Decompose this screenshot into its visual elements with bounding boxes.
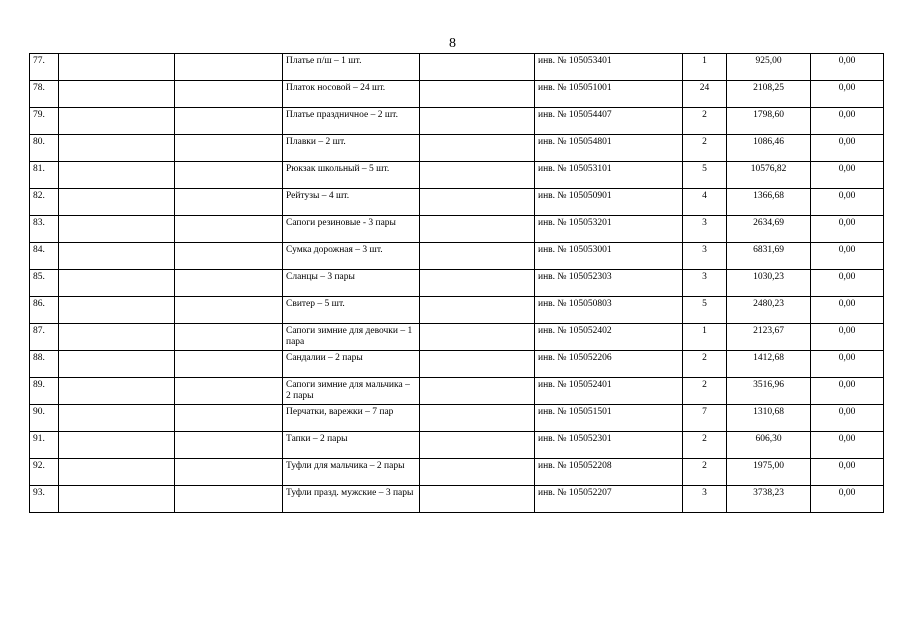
empty-cell: [420, 297, 535, 324]
row-number: 83.: [30, 216, 59, 243]
empty-cell: [59, 243, 175, 270]
inventory-number: инв. № 105053101: [535, 162, 683, 189]
residual-value: 0,00: [811, 54, 884, 81]
residual-value: 0,00: [811, 81, 884, 108]
residual-value: 0,00: [811, 270, 884, 297]
quantity: 5: [683, 297, 727, 324]
empty-cell: [420, 432, 535, 459]
item-name: Плавки – 2 шт.: [283, 135, 420, 162]
residual-value: 0,00: [811, 405, 884, 432]
residual-value: 0,00: [811, 243, 884, 270]
inventory-number: инв. № 105052402: [535, 324, 683, 351]
table-row: [30, 189, 884, 216]
item-name: Сапоги резиновые - 3 пары: [283, 216, 420, 243]
empty-cell: [175, 405, 283, 432]
empty-cell: [420, 54, 535, 81]
inventory-number: инв. № 105053401: [535, 54, 683, 81]
empty-cell: [59, 189, 175, 216]
row-number: 93.: [30, 486, 59, 513]
item-name: Сланцы – 3 пары: [283, 270, 420, 297]
page-number: 8: [449, 36, 456, 51]
empty-cell: [175, 189, 283, 216]
amount: 6831,69: [727, 243, 811, 270]
residual-value: 0,00: [811, 486, 884, 513]
table-row: [30, 54, 884, 81]
item-name: Туфли празд. мужские – 3 пары: [283, 486, 420, 513]
empty-cell: [420, 108, 535, 135]
residual-value: 0,00: [811, 216, 884, 243]
residual-value: 0,00: [811, 351, 884, 378]
quantity: 2: [683, 459, 727, 486]
item-name: Рейтузы – 4 шт.: [283, 189, 420, 216]
inventory-number: инв. № 105052301: [535, 432, 683, 459]
inventory-number: инв. № 105050803: [535, 297, 683, 324]
empty-cell: [420, 351, 535, 378]
item-name: Сумка дорожная – 3 шт.: [283, 243, 420, 270]
empty-cell: [175, 351, 283, 378]
empty-cell: [175, 135, 283, 162]
item-name: Свитер – 5 шт.: [283, 297, 420, 324]
residual-value: 0,00: [811, 189, 884, 216]
table-row: [30, 108, 884, 135]
row-number: 85.: [30, 270, 59, 297]
empty-cell: [420, 459, 535, 486]
inventory-number: инв. № 105053201: [535, 216, 683, 243]
item-name: Рюкзак школьный – 5 шт.: [283, 162, 420, 189]
quantity: 4: [683, 189, 727, 216]
empty-cell: [59, 135, 175, 162]
amount: 3516,96: [727, 378, 811, 405]
empty-cell: [420, 486, 535, 513]
row-number: 91.: [30, 432, 59, 459]
empty-cell: [175, 243, 283, 270]
row-number: 92.: [30, 459, 59, 486]
quantity: 24: [683, 81, 727, 108]
inventory-table: [29, 53, 884, 513]
empty-cell: [420, 243, 535, 270]
empty-cell: [59, 81, 175, 108]
table-row: [30, 81, 884, 108]
empty-cell: [420, 405, 535, 432]
empty-cell: [59, 324, 175, 351]
table-row: [30, 432, 884, 459]
quantity: 3: [683, 486, 727, 513]
empty-cell: [175, 459, 283, 486]
quantity: 2: [683, 351, 727, 378]
table-row: [30, 351, 884, 378]
row-number: 84.: [30, 243, 59, 270]
item-name: Сандалии – 2 пары: [283, 351, 420, 378]
quantity: 5: [683, 162, 727, 189]
empty-cell: [175, 378, 283, 405]
table-row: [30, 405, 884, 432]
amount: 2108,25: [727, 81, 811, 108]
inventory-number: инв. № 105051501: [535, 405, 683, 432]
quantity: 3: [683, 243, 727, 270]
row-number: 81.: [30, 162, 59, 189]
row-number: 88.: [30, 351, 59, 378]
amount: 1975,00: [727, 459, 811, 486]
inventory-number: инв. № 105053001: [535, 243, 683, 270]
inventory-number: инв. № 105052207: [535, 486, 683, 513]
table-row: [30, 486, 884, 513]
item-name: Платье п/ш – 1 шт.: [283, 54, 420, 81]
empty-cell: [175, 297, 283, 324]
amount: 2480,23: [727, 297, 811, 324]
empty-cell: [175, 270, 283, 297]
quantity: 2: [683, 135, 727, 162]
residual-value: 0,00: [811, 297, 884, 324]
item-name: Сапоги зимние для мальчика – 2 пары: [283, 378, 420, 405]
empty-cell: [420, 324, 535, 351]
empty-cell: [420, 81, 535, 108]
inventory-number: инв. № 105054407: [535, 108, 683, 135]
empty-cell: [59, 351, 175, 378]
quantity: 1: [683, 324, 727, 351]
empty-cell: [59, 162, 175, 189]
empty-cell: [59, 486, 175, 513]
amount: 925,00: [727, 54, 811, 81]
amount: 1412,68: [727, 351, 811, 378]
empty-cell: [59, 54, 175, 81]
residual-value: 0,00: [811, 378, 884, 405]
empty-cell: [59, 378, 175, 405]
empty-cell: [420, 162, 535, 189]
empty-cell: [175, 81, 283, 108]
residual-value: 0,00: [811, 459, 884, 486]
inventory-number: инв. № 105054801: [535, 135, 683, 162]
empty-cell: [59, 459, 175, 486]
amount: 1366,68: [727, 189, 811, 216]
row-number: 90.: [30, 405, 59, 432]
amount: 10576,82: [727, 162, 811, 189]
row-number: 80.: [30, 135, 59, 162]
residual-value: 0,00: [811, 162, 884, 189]
quantity: 3: [683, 270, 727, 297]
empty-cell: [59, 432, 175, 459]
amount: 1310,68: [727, 405, 811, 432]
table-row: [30, 324, 884, 351]
table-row: [30, 378, 884, 405]
empty-cell: [420, 216, 535, 243]
quantity: 2: [683, 378, 727, 405]
inventory-number: инв. № 105051001: [535, 81, 683, 108]
residual-value: 0,00: [811, 135, 884, 162]
inventory-number: инв. № 105050901: [535, 189, 683, 216]
item-name: Платок носовой – 24 шт.: [283, 81, 420, 108]
empty-cell: [420, 270, 535, 297]
empty-cell: [175, 432, 283, 459]
empty-cell: [420, 378, 535, 405]
table-row: [30, 162, 884, 189]
item-name: Платье праздничное – 2 шт.: [283, 108, 420, 135]
item-name: Туфли для мальчика – 2 пары: [283, 459, 420, 486]
quantity: 1: [683, 54, 727, 81]
empty-cell: [175, 216, 283, 243]
empty-cell: [59, 405, 175, 432]
amount: 606,30: [727, 432, 811, 459]
quantity: 2: [683, 108, 727, 135]
table-row: [30, 270, 884, 297]
amount: 1798,60: [727, 108, 811, 135]
amount: 1086,46: [727, 135, 811, 162]
item-name: Тапки – 2 пары: [283, 432, 420, 459]
amount: 3738,23: [727, 486, 811, 513]
inventory-number: инв. № 105052401: [535, 378, 683, 405]
row-number: 89.: [30, 378, 59, 405]
amount: 2123,67: [727, 324, 811, 351]
table-row: [30, 297, 884, 324]
table-row: [30, 459, 884, 486]
empty-cell: [420, 189, 535, 216]
row-number: 77.: [30, 54, 59, 81]
quantity: 7: [683, 405, 727, 432]
row-number: 78.: [30, 81, 59, 108]
quantity: 3: [683, 216, 727, 243]
empty-cell: [59, 216, 175, 243]
residual-value: 0,00: [811, 324, 884, 351]
amount: 2634,69: [727, 216, 811, 243]
empty-cell: [175, 54, 283, 81]
inventory-number: инв. № 105052303: [535, 270, 683, 297]
empty-cell: [175, 486, 283, 513]
item-name: Перчатки, варежки – 7 пар: [283, 405, 420, 432]
inventory-number: инв. № 105052206: [535, 351, 683, 378]
row-number: 82.: [30, 189, 59, 216]
quantity: 2: [683, 432, 727, 459]
empty-cell: [59, 297, 175, 324]
empty-cell: [420, 135, 535, 162]
empty-cell: [175, 162, 283, 189]
row-number: 86.: [30, 297, 59, 324]
amount: 1030,23: [727, 270, 811, 297]
table-row: [30, 243, 884, 270]
table-row: [30, 135, 884, 162]
empty-cell: [59, 108, 175, 135]
row-number: 87.: [30, 324, 59, 351]
empty-cell: [59, 270, 175, 297]
item-name: Сапоги зимние для девочки – 1 пара: [283, 324, 420, 351]
row-number: 79.: [30, 108, 59, 135]
empty-cell: [175, 108, 283, 135]
residual-value: 0,00: [811, 432, 884, 459]
inventory-number: инв. № 105052208: [535, 459, 683, 486]
table-row: [30, 216, 884, 243]
residual-value: 0,00: [811, 108, 884, 135]
empty-cell: [175, 324, 283, 351]
